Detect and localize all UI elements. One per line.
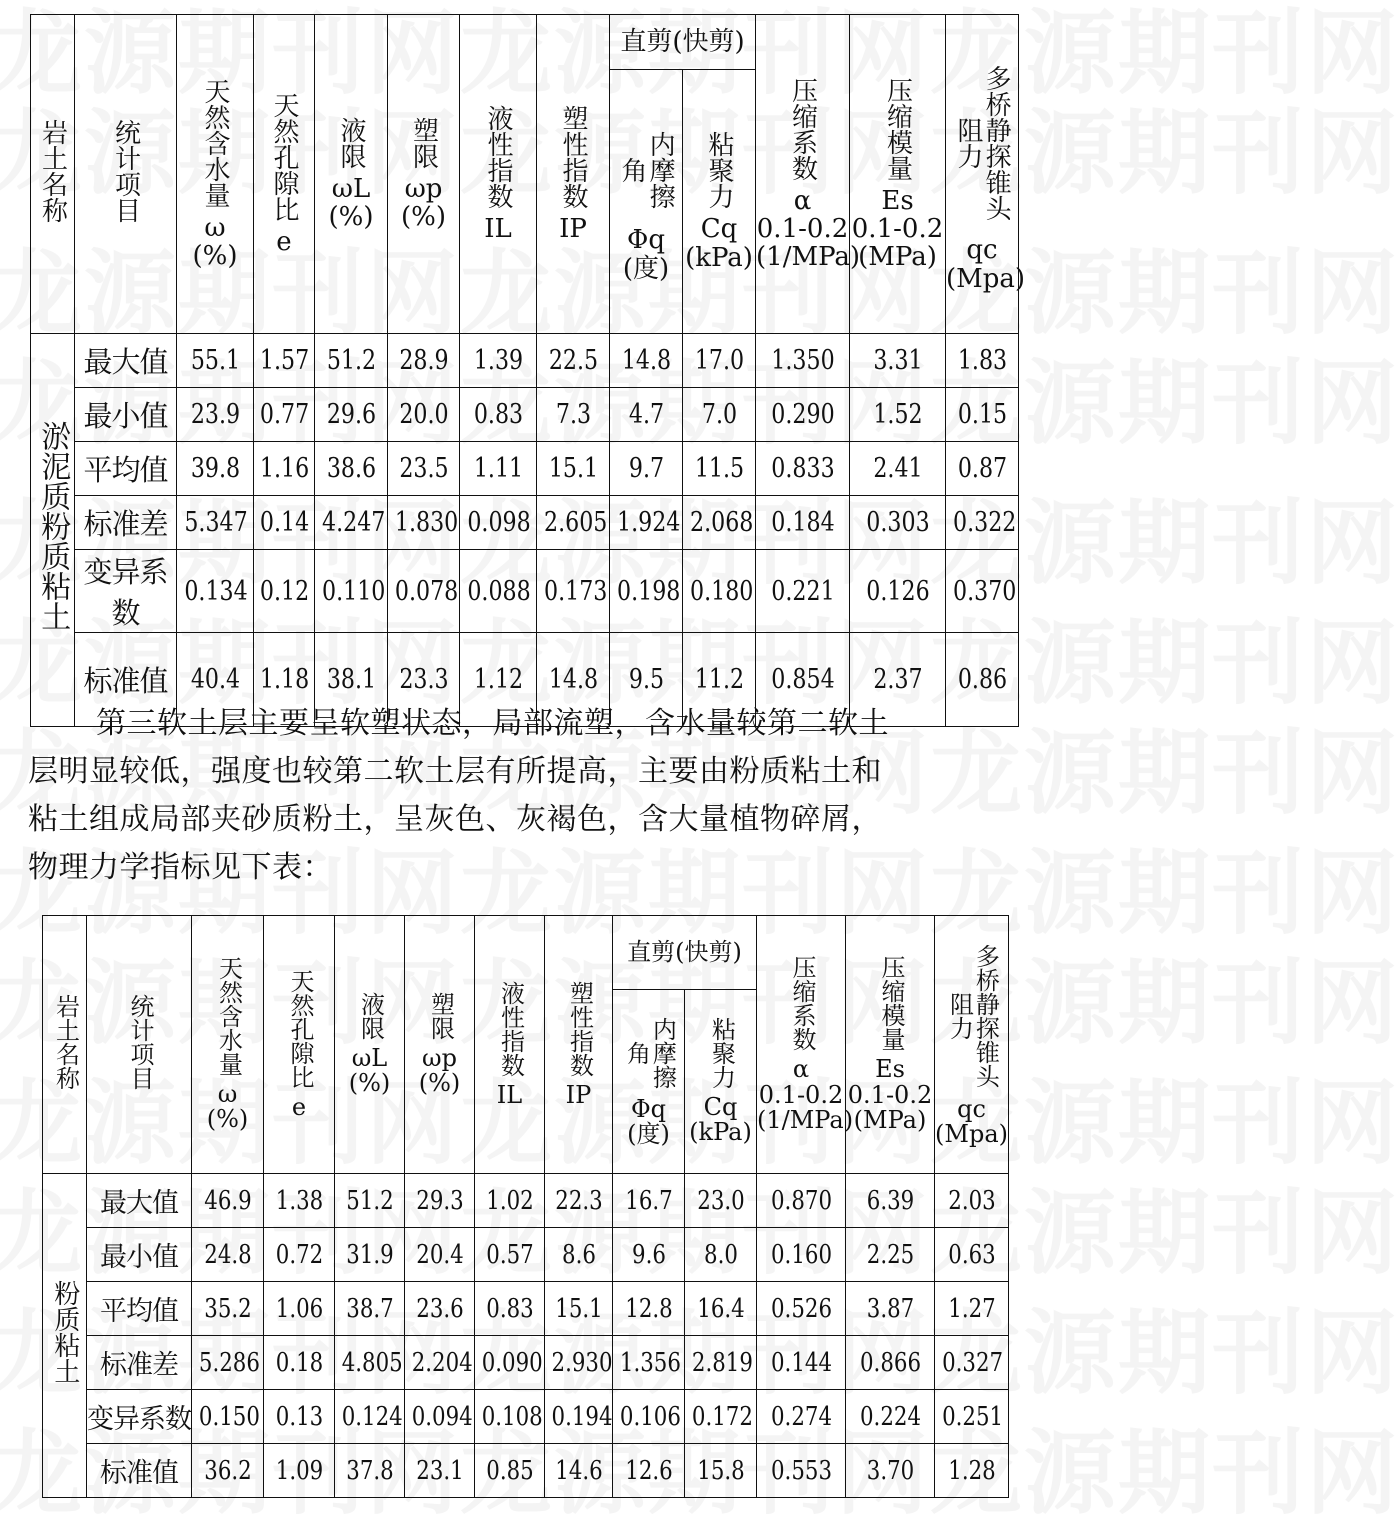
soil-stats-table-2	[42, 915, 1009, 1498]
value-cell: 5.347	[183, 496, 246, 550]
value-cell: 0.106	[619, 1390, 678, 1444]
value-cell: 0.14	[259, 496, 309, 550]
soil-name-cell: 粉质粘土	[43, 1174, 87, 1498]
value-cell: 1.11	[466, 442, 529, 496]
value-cell: 1.18	[259, 633, 309, 727]
value-cell: 29.6	[321, 388, 381, 442]
value-cell: 3.70	[854, 1444, 927, 1498]
value-cell: 2.204	[411, 1336, 468, 1390]
value-cell: 1.39	[466, 334, 529, 388]
header-stat-item: 统计项目	[75, 15, 177, 334]
header-compression-coefficient: 压缩系数 α 0.1-0.2 (1/MPa)	[757, 916, 846, 1174]
value-cell: 1.28	[941, 1444, 1002, 1498]
header-plastic-limit: 塑限 ωp (%)	[388, 15, 460, 334]
header-plasticity-index: 塑性指数 IP	[545, 916, 613, 1174]
table-row	[43, 1282, 1009, 1336]
value-cell: 0.83	[466, 388, 529, 442]
value-cell: 0.098	[466, 496, 529, 550]
value-cell: 9.5	[616, 633, 676, 727]
table-row	[43, 1444, 1009, 1498]
value-cell: 4.7	[616, 388, 676, 442]
value-cell: 4.247	[321, 496, 381, 550]
paragraph-line: 第三软土层主要呈软塑状态，局部流塑，含水量较第二软土	[96, 706, 889, 741]
value-cell: 0.866	[854, 1336, 927, 1390]
row-label: 平均值	[75, 442, 177, 496]
value-cell: 14.8	[616, 334, 676, 388]
value-cell: 0.184	[764, 496, 841, 550]
value-cell: 0.198	[616, 550, 676, 633]
value-cell: 0.553	[765, 1444, 838, 1498]
header-compression-modulus: 压缩模量 Es 0.1-0.2 (MPa)	[850, 15, 946, 334]
value-cell: 51.2	[341, 1174, 398, 1228]
value-cell: 20.0	[394, 388, 453, 442]
header-liquid-limit: 液限 ωL (%)	[335, 916, 405, 1174]
value-cell: 0.088	[466, 550, 529, 633]
row-label: 最大值	[87, 1174, 192, 1228]
value-cell: 1.38	[270, 1174, 328, 1228]
value-cell: 11.5	[689, 442, 749, 496]
value-cell: 38.7	[341, 1282, 398, 1336]
header-direct-shear: 直剪(快剪)	[610, 15, 756, 70]
body-paragraph	[28, 700, 1028, 892]
header-compression-coefficient: 压缩系数 α 0.1-0.2 (1/MPa)	[756, 15, 850, 334]
value-cell: 1.16	[259, 442, 309, 496]
table-row	[43, 1390, 1009, 1444]
paragraph-line: 物理力学指标见下表：	[28, 850, 333, 885]
paragraph-line: 层明显较低，强度也较第二软土层有所提高，主要由粉质粘土和	[28, 754, 882, 789]
value-cell: 39.8	[183, 442, 246, 496]
header-plasticity-index: 塑性指数 IP	[537, 15, 610, 334]
value-cell: 12.8	[619, 1282, 678, 1336]
value-cell: 0.078	[394, 550, 453, 633]
row-label: 标准差	[87, 1336, 192, 1390]
value-cell: 0.194	[551, 1390, 607, 1444]
value-cell: 0.57	[481, 1228, 538, 1282]
value-cell: 1.924	[616, 496, 676, 550]
value-cell: 2.068	[689, 496, 749, 550]
value-cell: 0.87	[952, 442, 1012, 496]
row-label: 最小值	[87, 1228, 192, 1282]
row-label: 变异系数	[75, 550, 177, 633]
value-cell: 0.180	[689, 550, 749, 633]
value-cell: 38.1	[321, 633, 381, 727]
value-cell: 37.8	[341, 1444, 398, 1498]
value-cell: 23.1	[411, 1444, 468, 1498]
value-cell: 22.3	[551, 1174, 607, 1228]
header-direct-shear: 直剪(快剪)	[613, 916, 757, 990]
value-cell: 0.12	[259, 550, 309, 633]
value-cell: 0.833	[764, 442, 841, 496]
value-cell: 0.870	[765, 1174, 838, 1228]
value-cell: 0.090	[481, 1336, 538, 1390]
value-cell: 1.27	[941, 1282, 1002, 1336]
row-label: 变异系数	[87, 1390, 192, 1444]
value-cell: 23.0	[691, 1174, 750, 1228]
value-cell: 40.4	[183, 633, 246, 727]
value-cell: 5.286	[198, 1336, 257, 1390]
value-cell: 0.110	[321, 550, 381, 633]
value-cell: 1.02	[481, 1174, 538, 1228]
value-cell: 55.1	[183, 334, 246, 388]
value-cell: 0.85	[481, 1444, 538, 1498]
row-label: 最大值	[75, 334, 177, 388]
header-void-ratio: 天然孔隙比 e	[254, 15, 315, 334]
value-cell: 2.37	[858, 633, 937, 727]
value-cell: 2.819	[691, 1336, 750, 1390]
value-cell: 1.83	[952, 334, 1012, 388]
header-stat-item: 统计项目	[87, 916, 192, 1174]
value-cell: 0.854	[764, 633, 841, 727]
value-cell: 23.9	[183, 388, 246, 442]
value-cell: 8.6	[551, 1228, 607, 1282]
value-cell: 0.173	[543, 550, 603, 633]
header-cone-resistance: 多桥静探锥头阻力 qc (Mpa)	[946, 15, 1019, 334]
value-cell: 4.805	[341, 1336, 398, 1390]
value-cell: 0.72	[270, 1228, 328, 1282]
header-cone-resistance: 多桥静探锥头阻力 qc (Mpa)	[935, 916, 1009, 1174]
value-cell: 0.108	[481, 1390, 538, 1444]
value-cell: 0.274	[765, 1390, 838, 1444]
value-cell: 22.5	[543, 334, 603, 388]
table-row	[31, 334, 1019, 388]
header-friction-angle: 内摩擦角 Φq (度)	[613, 990, 685, 1174]
header-friction-angle: 内摩擦角 Φq (度)	[610, 70, 683, 334]
value-cell: 15.1	[543, 442, 603, 496]
header-cohesion: 粘聚力 Cq (kPa)	[683, 70, 756, 334]
value-cell: 3.87	[854, 1282, 927, 1336]
row-label: 标准差	[75, 496, 177, 550]
table-row	[31, 442, 1019, 496]
value-cell: 11.2	[689, 633, 749, 727]
value-cell: 16.7	[619, 1174, 678, 1228]
value-cell: 16.4	[691, 1282, 750, 1336]
value-cell: 1.52	[858, 388, 937, 442]
value-cell: 0.160	[765, 1228, 838, 1282]
header-plastic-limit: 塑限 ωp (%)	[405, 916, 475, 1174]
value-cell: 24.8	[198, 1228, 257, 1282]
value-cell: 6.39	[854, 1174, 927, 1228]
header-liquidity-index: 液性指数 IL	[475, 916, 545, 1174]
value-cell: 15.8	[691, 1444, 750, 1498]
value-cell: 23.6	[411, 1282, 468, 1336]
value-cell: 2.41	[858, 442, 937, 496]
row-label: 最小值	[75, 388, 177, 442]
paragraph-line: 粘土组成局部夹砂质粉土，呈灰色、灰褐色，含大量植物碎屑，	[28, 802, 882, 837]
value-cell: 0.172	[691, 1390, 750, 1444]
value-cell: 23.3	[394, 633, 453, 727]
header-cohesion: 粘聚力 Cq (kPa)	[685, 990, 757, 1174]
value-cell: 38.6	[321, 442, 381, 496]
value-cell: 0.124	[341, 1390, 398, 1444]
value-cell: 35.2	[198, 1282, 257, 1336]
value-cell: 14.6	[551, 1444, 607, 1498]
value-cell: 0.322	[952, 496, 1012, 550]
value-cell: 7.0	[689, 388, 749, 442]
value-cell: 2.25	[854, 1228, 927, 1282]
header-soil-name: 岩土名称	[31, 15, 75, 334]
header-compression-modulus: 压缩模量 Es 0.1-0.2 (MPa)	[846, 916, 935, 1174]
value-cell: 0.18	[270, 1336, 328, 1390]
value-cell: 0.327	[941, 1336, 1002, 1390]
value-cell: 20.4	[411, 1228, 468, 1282]
table-body	[43, 1174, 1009, 1498]
value-cell: 1.350	[764, 334, 841, 388]
value-cell: 0.370	[952, 550, 1012, 633]
value-cell: 31.9	[341, 1228, 398, 1282]
value-cell: 3.31	[858, 334, 937, 388]
value-cell: 17.0	[689, 334, 749, 388]
value-cell: 0.224	[854, 1390, 927, 1444]
value-cell: 1.57	[259, 334, 309, 388]
value-cell: 0.303	[858, 496, 937, 550]
value-cell: 0.63	[941, 1228, 1002, 1282]
value-cell: 0.526	[765, 1282, 838, 1336]
value-cell: 51.2	[321, 334, 381, 388]
value-cell: 46.9	[198, 1174, 257, 1228]
value-cell: 29.3	[411, 1174, 468, 1228]
row-label: 标准值	[87, 1444, 192, 1498]
value-cell: 1.356	[619, 1336, 678, 1390]
value-cell: 2.930	[551, 1336, 607, 1390]
value-cell: 0.290	[764, 388, 841, 442]
table-body	[31, 334, 1019, 727]
soil-stats-table-1	[30, 14, 1026, 727]
value-cell: 9.7	[616, 442, 676, 496]
value-cell: 2.03	[941, 1174, 1002, 1228]
header-water-content: 天然含水量 ω (%)	[192, 916, 264, 1174]
table-row	[31, 550, 1019, 633]
row-label: 平均值	[87, 1282, 192, 1336]
value-cell: 15.1	[551, 1282, 607, 1336]
value-cell: 28.9	[394, 334, 453, 388]
value-cell: 0.86	[952, 633, 1012, 727]
value-cell: 9.6	[619, 1228, 678, 1282]
value-cell: 1.830	[394, 496, 453, 550]
value-cell: 8.0	[691, 1228, 750, 1282]
value-cell: 0.221	[764, 550, 841, 633]
value-cell: 0.150	[198, 1390, 257, 1444]
value-cell: 1.09	[270, 1444, 328, 1498]
soil-name-cell: 淤泥质粉质粘土	[31, 334, 75, 727]
row-label: 标准值	[75, 633, 177, 727]
table-row	[31, 388, 1019, 442]
table-row	[43, 1336, 1009, 1390]
value-cell: 0.134	[183, 550, 246, 633]
header-water-content: 天然含水量 ω (%)	[177, 15, 254, 334]
value-cell: 0.15	[952, 388, 1012, 442]
table-row	[31, 496, 1019, 550]
value-cell: 0.77	[259, 388, 309, 442]
table-row	[43, 1174, 1009, 1228]
value-cell: 12.6	[619, 1444, 678, 1498]
value-cell: 14.8	[543, 633, 603, 727]
value-cell: 36.2	[198, 1444, 257, 1498]
table-row	[43, 1228, 1009, 1282]
value-cell: 1.06	[270, 1282, 328, 1336]
header-liquid-limit: 液限 ωL (%)	[315, 15, 388, 334]
header-liquidity-index: 液性指数 IL	[460, 15, 537, 334]
value-cell: 0.094	[411, 1390, 468, 1444]
header-soil-name: 岩土名称	[43, 916, 87, 1174]
value-cell: 1.12	[466, 633, 529, 727]
value-cell: 0.251	[941, 1390, 1002, 1444]
value-cell: 2.605	[543, 496, 603, 550]
header-void-ratio: 天然孔隙比 e	[264, 916, 335, 1174]
value-cell: 0.144	[765, 1336, 838, 1390]
value-cell: 0.13	[270, 1390, 328, 1444]
value-cell: 23.5	[394, 442, 453, 496]
value-cell: 7.3	[543, 388, 603, 442]
value-cell: 0.83	[481, 1282, 538, 1336]
value-cell: 0.126	[858, 550, 937, 633]
